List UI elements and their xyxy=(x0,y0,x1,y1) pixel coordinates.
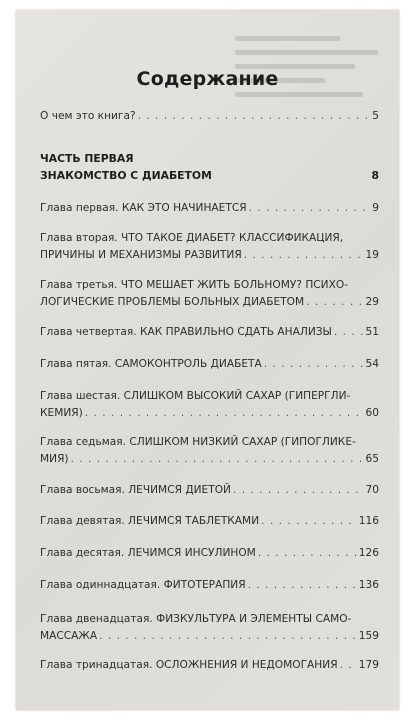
toc-entry-title: Глава вторая. ЧТО ТАКОЕ ДИАБЕТ? КЛАССИФИКАЦИЯ, xyxy=(40,232,344,244)
toc-entry-title: Глава пятая. САМОКОНТРОЛЬ ДИАБЕТА xyxy=(40,358,262,370)
toc-entry-line xyxy=(40,482,379,499)
part-label: ЧАСТЬ ПЕРВАЯ xyxy=(40,152,134,165)
toc-entry xyxy=(40,356,379,373)
toc-entry-title: Глава шестая. СЛИШКОМ ВЫСОКИЙ САХАР (ГИПЕРГЛИ- xyxy=(40,390,351,402)
toc-entry xyxy=(40,577,379,594)
toc-entry-line xyxy=(40,294,379,311)
dot-leader xyxy=(249,200,367,217)
toc-entry-line xyxy=(40,451,379,468)
toc-entry-title: Глава двенадцатая. ФИЗКУЛЬТУРА И ЭЛЕМЕНТЫ САМО- xyxy=(40,613,352,625)
part-title: ЗНАКОМСТВО С ДИАБЕТОМ xyxy=(40,169,212,182)
toc-entry-line xyxy=(40,247,379,264)
dot-leader xyxy=(99,628,357,645)
toc-page-number: 5 xyxy=(372,110,379,122)
toc-entry-title: Глава одиннадцатая. ФИТОТЕРАПИЯ xyxy=(40,579,246,591)
dot-leader xyxy=(340,657,357,674)
toc-entry-title: О чем это книга? xyxy=(40,110,136,122)
toc-page-number: 9 xyxy=(372,202,379,214)
dot-leader xyxy=(71,451,364,468)
toc-page-number: 54 xyxy=(365,358,379,370)
book-page xyxy=(16,10,399,710)
toc-entry-line xyxy=(40,356,379,373)
toc-entry-title: Глава десятая. ЛЕЧИМСЯ ИНСУЛИНОМ xyxy=(40,547,256,559)
toc-entry-line xyxy=(40,277,379,294)
toc-entry-line xyxy=(40,200,379,217)
dot-leader xyxy=(248,577,357,594)
toc-entry-title: Глава третья. ЧТО МЕШАЕТ ЖИТЬ БОЛЬНОМУ? ПСИХО- xyxy=(40,279,349,291)
toc-entry xyxy=(40,230,379,264)
toc-entry xyxy=(40,434,379,468)
toc-page-number: 65 xyxy=(365,453,379,465)
part-page-number: 8 xyxy=(371,169,379,182)
dot-leader xyxy=(85,405,364,422)
toc-entry xyxy=(40,200,379,217)
toc-page-number: 70 xyxy=(365,484,379,496)
toc-entry-title: Глава восьмая. ЛЕЧИМСЯ ДИЕТОЙ xyxy=(40,484,231,496)
toc-entry-line xyxy=(40,611,379,628)
toc-entry-title: КЕМИЯ) xyxy=(40,407,83,419)
toc-entry-title: Глава седьмая. СЛИШКОМ НИЗКИЙ САХАР (ГИПОГЛИКЕ- xyxy=(40,436,356,448)
dot-leader xyxy=(244,247,364,264)
toc-entry xyxy=(40,388,379,422)
dot-leader xyxy=(258,545,357,562)
toc-entry-title: ПРИЧИНЫ И МЕХАНИЗМЫ РАЗВИТИЯ xyxy=(40,249,242,261)
toc-entry-title: Глава тринадцатая. ОСЛОЖНЕНИЯ И НЕДОМОГАНИЯ xyxy=(40,659,338,671)
toc-entry-title: ЛОГИЧЕСКИЕ ПРОБЛЕМЫ БОЛЬНЫХ ДИАБЕТОМ xyxy=(40,296,305,308)
toc-entry-line xyxy=(40,230,379,247)
toc-entry xyxy=(40,482,379,499)
dot-leader xyxy=(233,482,364,499)
dot-leader xyxy=(138,108,367,125)
dot-leader xyxy=(334,324,364,341)
toc-entry-line xyxy=(40,324,379,341)
toc-entry-title: МАССАЖА xyxy=(40,630,98,642)
page-title: Содержание xyxy=(136,68,279,90)
toc-entry xyxy=(40,657,379,674)
toc-page-number: 136 xyxy=(358,579,379,591)
toc-entry-line xyxy=(40,405,379,422)
toc-entry xyxy=(40,545,379,562)
toc-entry xyxy=(40,108,379,125)
toc-page-number: 51 xyxy=(365,326,379,338)
toc-entry-line xyxy=(40,657,379,674)
toc-entry-title: Глава первая. КАК ЭТО НАЧИНАЕТСЯ xyxy=(40,202,247,214)
toc-entry-line xyxy=(40,628,379,645)
toc-entry-line xyxy=(40,513,379,530)
toc-entry xyxy=(40,513,379,530)
dot-leader xyxy=(306,294,363,311)
toc-page-number: 126 xyxy=(358,547,379,559)
toc-entry-line xyxy=(40,577,379,594)
toc-page-number: 159 xyxy=(358,630,379,642)
toc-entry-title: МИЯ) xyxy=(40,453,69,465)
toc-entry-title: Глава девятая. ЛЕЧИМСЯ ТАБЛЕТКАМИ xyxy=(40,515,260,527)
toc-page-number: 179 xyxy=(358,659,379,671)
toc-entry xyxy=(40,324,379,341)
toc-entry-line xyxy=(40,108,379,125)
part-heading xyxy=(40,150,379,184)
toc-entry-line xyxy=(40,388,379,405)
toc-entry xyxy=(40,277,379,311)
toc-entry-line xyxy=(40,434,379,451)
toc-page-number: 116 xyxy=(358,515,379,527)
toc-page-number: 60 xyxy=(365,407,379,419)
toc-entry xyxy=(40,611,379,645)
dot-leader xyxy=(261,513,357,530)
toc-entry-title: Глава четвертая. КАК ПРАВИЛЬНО СДАТЬ АНАЛИЗЫ xyxy=(40,326,332,338)
toc-page-number: 19 xyxy=(365,249,379,261)
toc-entry-line xyxy=(40,545,379,562)
toc-page-number: 29 xyxy=(365,296,379,308)
dot-leader xyxy=(264,356,364,373)
